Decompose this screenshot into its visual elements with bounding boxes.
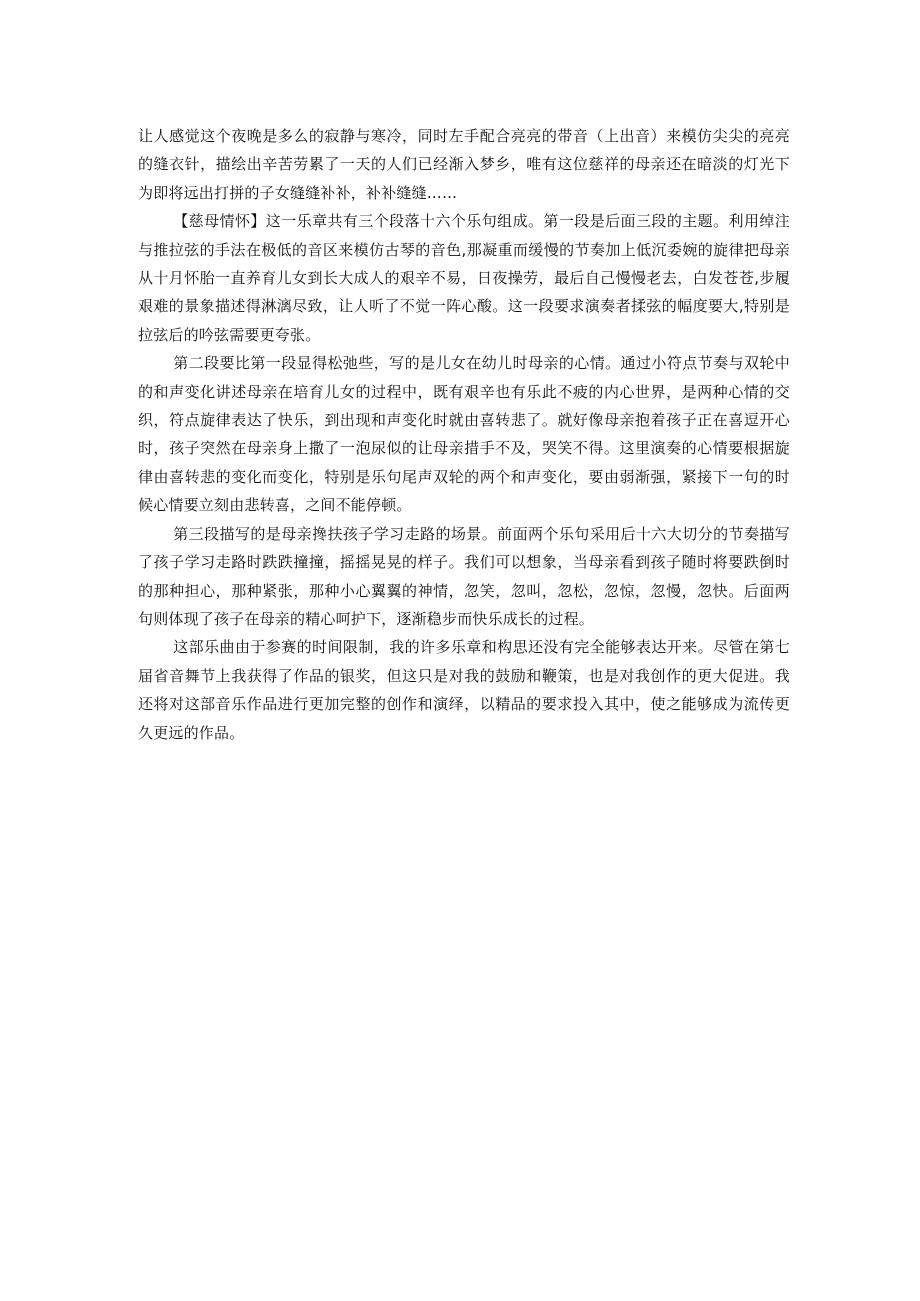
- paragraph-4: 第三段描写的是母亲搀扶孩子学习走路的场景。前面两个乐句采用后十六大切分的节奏描写了孩子学习走路时跌跌撞撞，摇摇晃晃的样子。我们可以想象，当母亲看到孩子随时将要跌倒时的那种担心，那种紧张，那种小心翼翼的神情，忽笑，忽叫，忽松，忽惊，忽慢，忽快。后面两句则体现了孩子在母亲的精心呵护下，逐渐稳步而快乐成长的过程。: [138, 524, 790, 628]
- paragraph-5: 这部乐曲由于参赛的时间限制，我的许多乐章和构思还没有完全能够表达开来。尽管在第七届省音舞节上我获得了作品的银奖，但这只是对我的鼓励和鞭策，也是对我创作的更大促进。我还将对这部音乐作品进行更加完整的创作和演绎，以精品的要求投入其中，使之能够成为流传更久更远的作品。: [138, 638, 790, 742]
- paragraph-2: 【慈母情怀】这一乐章共有三个段落十六个乐句组成。第一段是后面三段的主题。利用绰注与推拉弦的手法在极低的音区来模仿古琴的音色,那凝重而缓慢的节奏加上低沉委婉的旋律把母亲从十月怀胎一直养育儿女到长大成人的艰辛不易，日夜操劳，最后自己慢慢老去，白发苍苍,步履艰难的景象描述得淋漓尽致，让人听了不觉一阵心酸。这一段要求演奏者揉弦的幅度要大,特别是拉弦后的吟弦需要更夸张。: [138, 212, 790, 344]
- paragraph-3: 第二段要比第一段显得松弛些，写的是儿女在幼儿时母亲的心情。通过小符点节奏与双轮中的和声变化讲述母亲在培育儿女的过程中，既有艰辛也有乐此不疲的内心世界，是两种心情的交织，符点旋律表达了快乐，到出现和声变化时就由喜转悲了。就好像母亲抱着孩子正在喜逗开心时，孩子突然在母亲身上撒了一泡尿似的让母亲措手不及，哭笑不得。这里演奏的心情要根据旋律由喜转悲的变化而变化，特别是乐句尾声双轮的两个和声变化，要由弱渐强，紧接下一句的时候心情要立刻由悲转喜，之间不能停顿。: [138, 354, 790, 515]
- paragraph-1: 让人感觉这个夜晚是多么的寂静与寒冷，同时左手配合亮亮的带音（上出音）来模仿尖尖的亮亮的缝衣针，描绘出辛苦劳累了一天的人们已经渐入梦乡，唯有这位慈祥的母亲还在暗淡的灯光下为即将远出打拼的子女缝缝补补，补补缝缝……: [138, 127, 790, 202]
- document-body: [138, 122, 790, 747]
